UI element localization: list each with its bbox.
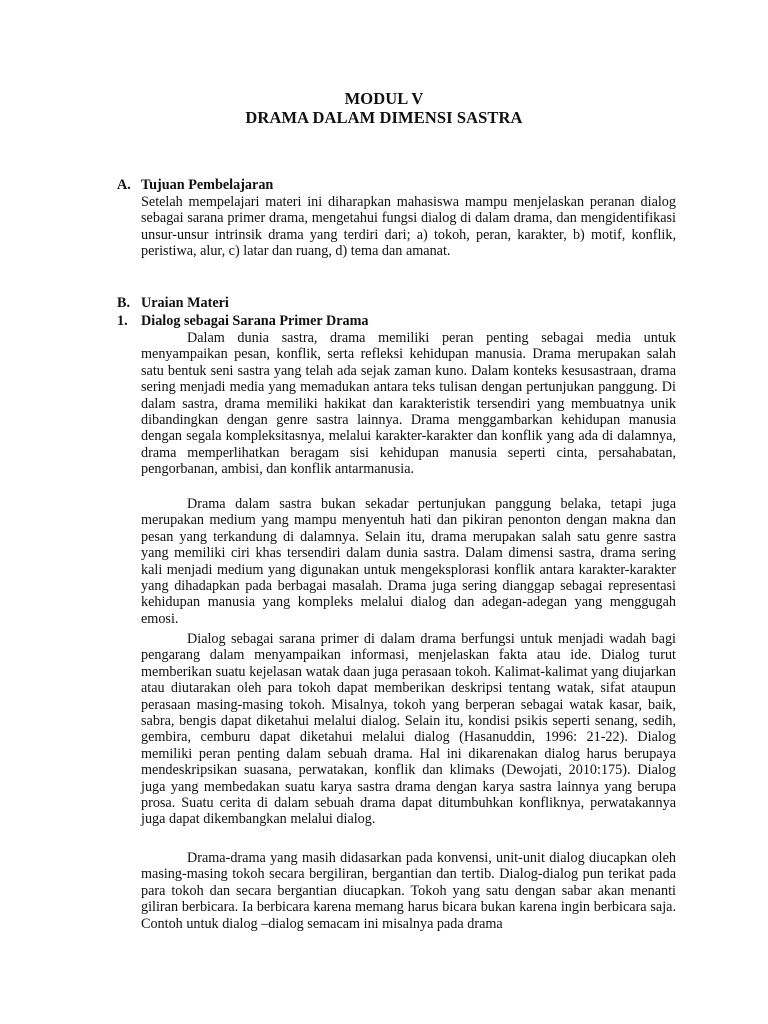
module-title: DRAMA DALAM DIMENSI SASTRA	[245, 108, 523, 127]
section-b-heading	[117, 295, 229, 312]
section-a-marker: A.	[117, 177, 131, 193]
subsection-1-marker: 1.	[117, 313, 128, 329]
section-a-heading-text: Tujuan Pembelajaran	[141, 177, 274, 193]
subsection-1-heading-text: Dialog sebagai Sarana Primer Drama	[141, 313, 369, 329]
module-label: MODUL V	[344, 89, 424, 108]
section-a-heading	[117, 177, 273, 194]
paragraph-1: Dalam dunia sastra, drama memiliki peran penting sebagai media untuk menyampaikan pesan, konflik, serta refleksi kehidupan manusia. Drama merupakan salah satu bentuk seni sastra yang telah ada sejak zaman kuno. Dalam konteks kesusastraan, drama sering menjadi media yang memadukan antara teks tulisan dengan pertunjukan panggung. Di dalam sastra, drama memiliki hakikat dan karakteristik tersendiri yang membuatnya unik dibandingkan dengan genre sastra lainnya. Drama menggambarkan kehidupan manusia dengan segala kompleksitasnya, melalui karakter-karakter dan konflik yang ada di dalamnya, drama memperlihatkan beragam sisi kehidupan manusia seperti cinta, persahabatan, pengorbanan, ambisi, dan konflik antarmanusia.	[141, 330, 676, 478]
section-b-marker: B.	[117, 295, 131, 311]
paragraph-4: Drama-drama yang masih didasarkan pada konvensi, unit-unit dialog diucapkan oleh masing-masing tokoh secara bergiliran, bergantian dan tertib. Dialog-dialog pun terikat pada para tokoh dan secara bergantian diucapkan. Tokoh yang satu dengan sabar akan menanti giliran berbicara. Ia berbicara karena memang harus bicara bukan karena ingin berbicara saja. Contoh untuk dialog –dialog semacam ini misalnya pada drama	[141, 850, 676, 932]
subsection-1-heading	[117, 313, 369, 330]
paragraph-3: Dialog sebagai sarana primer di dalam drama berfungsi untuk menjadi wadah bagi pengarang dalam menyampaikan informasi, menjelaskan fakta atau ide. Dialog turut memberikan suatu kejelasan watak daan juga perasaan tokoh. Kalimat-kalimat yang diujarkan atau diutarakan oleh para tokoh dapat memberikan deskripsi tentang watak, sifat ataupun perasaan masing-masing tokoh. Misalnya, tokoh yang berperan sebagai watak kasar, baik, sabra, bengis dapat diketahui melalui dialog. Selain itu, kondisi psikis seperti senang, sedih, gembira, cemburu dapat diketahui melalui dialog (Hasanuddin, 1996: 21-22). Dialog memiliki peran penting dalam sebuah drama. Hal ini dikarenakan dialog harus berupaya mendeskripsikan suasana, perwatakan, konflik dan klimaks (Dewojati, 2010:175). Dialog juga yang membedakan suatu karya sastra drama dengan karya sastra lainnya yang berupa prosa. Suatu cerita di dalam sebuah drama dapat ditumbuhkan konfliknya, perwatakannya juga dapat dikembangkan melalui dialog.	[141, 631, 676, 828]
paragraph-2: Drama dalam sastra bukan sekadar pertunjukan panggung belaka, tetapi juga merupakan medium yang mampu menyentuh hati dan pikiran penonton dengan makna dan pesan yang terkandung di dalamnya. Selain itu, drama merupakan salah satu genre sastra yang memiliki ciri khas tersendiri dalam dunia sastra. Dalam dimensi sastra, drama sering kali menjadi medium yang digunakan untuk mengeksplorasi konflik antara karakter-karakter yang dihadapkan pada berbagai masalah. Drama juga sering dianggap sebagai representasi kehidupan manusia yang kompleks melalui dialog dan adegan-adegan yang menggugah emosi.	[141, 496, 676, 627]
section-b-heading-text: Uraian Materi	[141, 295, 229, 311]
section-a-body: Setelah mempelajari materi ini diharapkan mahasiswa mampu menjelaskan peranan dialog sebagai sarana primer drama, mengetahui fungsi dialog di dalam drama, dan mengidentifikasi unsur-unsur intrinsik drama yang terdiri dari; a) tokoh, peran, karakter, b) motif, konflik, peristiwa, alur, c) latar dan ruang, d) tema dan amanat.	[141, 194, 676, 260]
